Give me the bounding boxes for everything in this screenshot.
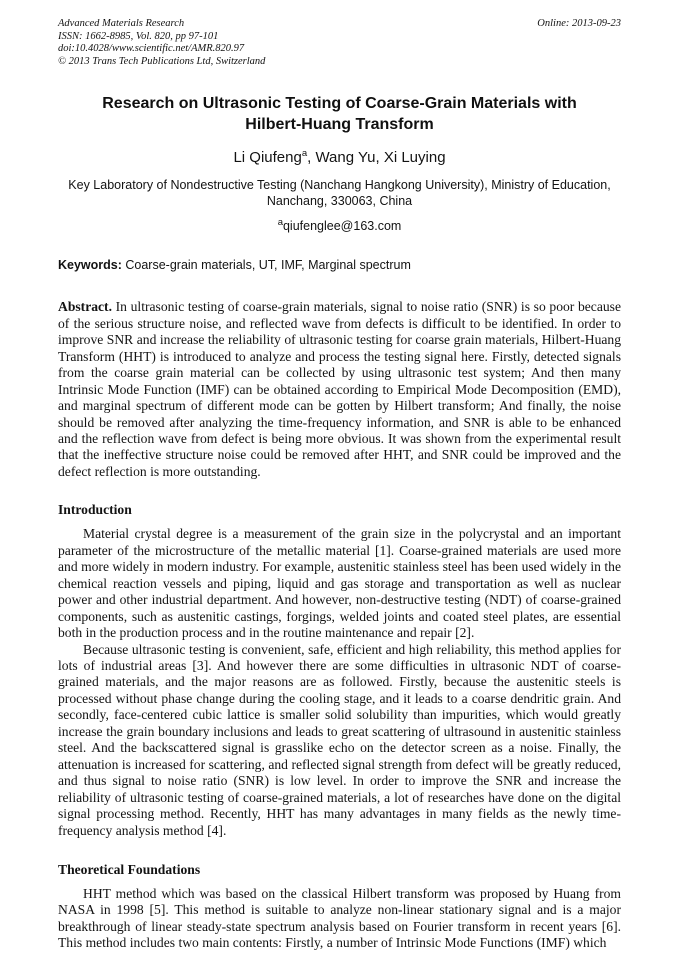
keywords-line	[58, 258, 621, 273]
introduction-paragraph-2: Because ultrasonic testing is convenient, safe, efficient and high reliability, this method applies for lots of industrial areas [3]. And however there are some difficulties in ultrasonic NDT of coarse-grained materials, and the major reasons are as followed. Firstly, because the austenitic steels is processed without phase change during the cooling stage, and it leads to a coarse dendritic grain. And secondly, face-centered cubic lattice is smaller solid solubility than impurities, which would greatly increase the grain boundary inclusions and leads to great scattering of ultrasound in austenitic stainless steel. And the backscattered signal is grasslike echo on the detector screen as a noise. Finally, the attenuation is increased for scattering, and reflected signal strength from defect will be greatly reduced, and thus signal to noise ratio (SNR) is low level. In order to improve the SNR and increase the reliability of ultrasonic testing of coarse-grained materials, a lot of researches have done on the digital signal processing method. Recently, HHT has many advantages in many fields as the newly time-frequency analysis method [4].	[58, 641, 621, 838]
abstract-label: Abstract.	[58, 299, 112, 315]
introduction-paragraph-1: Material crystal degree is a measurement of the grain size in the polycrystal and an important parameter of the microstructure of the metallic material [1]. Coarse-grained materials are used more and more widely in modern industry. For example, austenitic stainless steel has been used widely in the chemical reaction vessels and piping, liquid and gas storage and transportation as well as nuclear power and other industrial department. And however, non-destructive testing (NDT) of coarse-grained components, such as austenitic castings, forgings, welded joints and coated steel plates, are essential both in the production process and in the routine maintenance and repair [2].	[58, 526, 621, 641]
affiliation: Key Laboratory of Nondestructive Testing (Nanchang Hangkong University), Ministry of Education, Nanchang, 330063, China	[68, 178, 611, 208]
email-address: qiufenglee@163.com	[282, 219, 402, 234]
abstract	[58, 299, 621, 480]
theoretical-foundations-paragraph-1: HHT method which was based on the classical Hilbert transform was proposed by Huang from NASA in 1998 [5]. This method is suitable to analyze non-linear stationary signal and is a major breakthrough of linear steady-state spectrum analysis based on Fourier transform in recent years [6]. This method includes two main contents: Firstly, a number of Intrinsic Mode Functions (IMF) which	[58, 885, 621, 951]
keywords-text: Coarse-grain materials, UT, IMF, Marginal spectrum	[121, 258, 411, 273]
section-heading-theoretical-foundations: Theoretical Foundations	[58, 861, 201, 877]
author-names-rest: , Wang Yu, Xi Luying	[307, 149, 446, 167]
email-affiliation-marker: a	[277, 217, 283, 229]
journal-name: Advanced Materials Research	[58, 18, 185, 29]
paper-title: Research on Ultrasonic Testing of Coarse-Grain Materials with Hilbert-Huang Transform	[102, 95, 577, 134]
author-name: Li Qiufeng	[233, 149, 302, 167]
journal-header	[58, 18, 621, 68]
email-line	[58, 219, 621, 234]
section-heading-introduction: Introduction	[58, 502, 132, 518]
abstract-text: In ultrasonic testing of coarse-grain materials, signal to noise ratio (SNR) is so poor because of the serious structure noise, and reflected wave from defects is difficult to be identified. In order to improve SNR and increase the reliability of ultrasonic testing for coarse grain materials, Hilbert-Huang Transform (HHT) is introduced to analyze and process the testing signal here. Firstly, detected signals from the coarse grain material can be collected by using ultrasonic test system; And then many Intrinsic Mode Function (IMF) can be obtained according to Empirical Mode Decomposition (EMD), and marginal spectrum of different mode can be gotten by Hilbert transform; And finally, the noise should be removed after analyzing the time-frequency information, and SNR is able to be enhanced and the reflection wave from defect is being more obvious. It was shown from the experimental result that the ineffective structure noise could be removed after HHT, and SNR could be improved and the defect reflection is more outstanding.	[58, 299, 621, 479]
doi-line: doi:10.4028/www.scientific.net/AMR.820.97	[58, 43, 245, 55]
copyright-line: © 2013 Trans Tech Publications Ltd, Switzerland	[58, 55, 266, 67]
author-affiliation-marker: a	[301, 148, 308, 160]
online-date: Online: 2013-09-23	[537, 18, 621, 29]
authors-line	[58, 149, 621, 167]
issn-volume-line: ISSN: 1662-8985, Vol. 820, pp 97-101	[58, 30, 219, 42]
keywords-label: Keywords:	[58, 258, 122, 273]
